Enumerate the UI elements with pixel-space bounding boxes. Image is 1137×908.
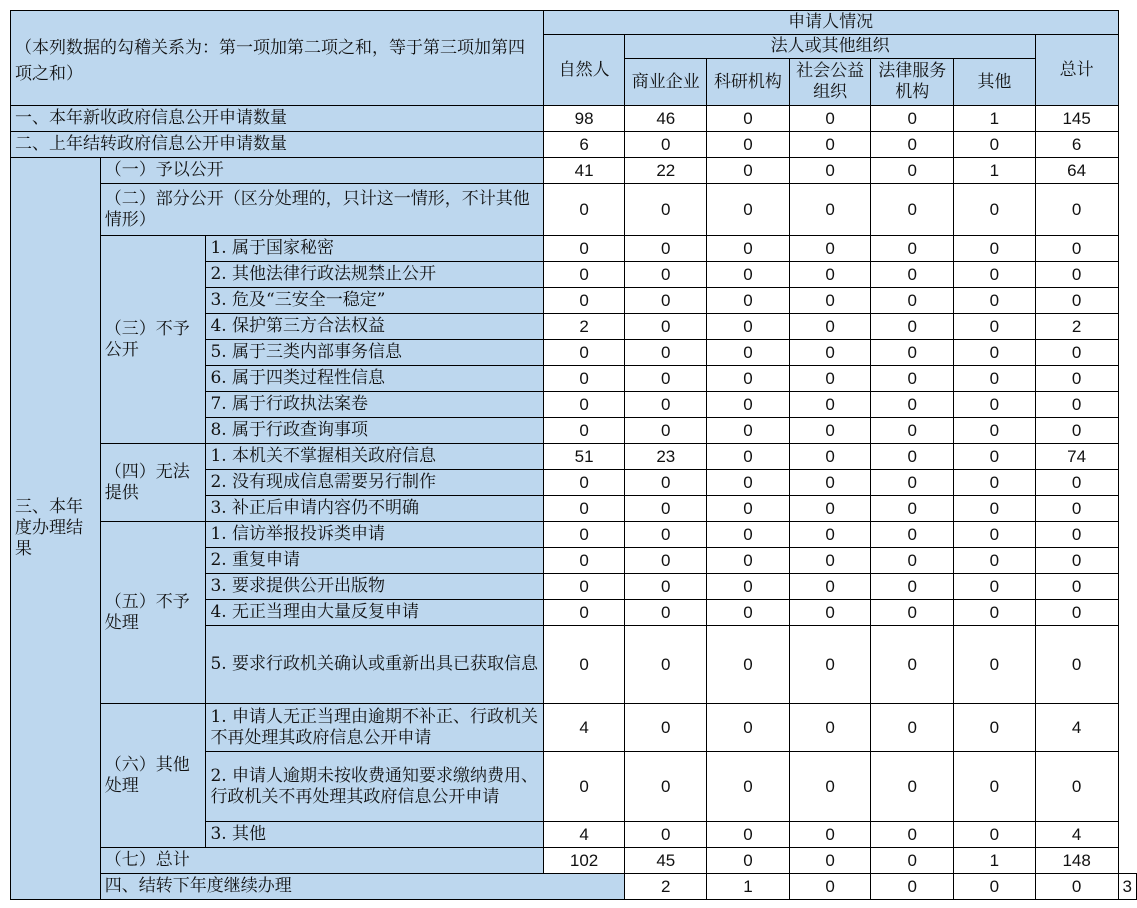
cell-other: 0 [954, 444, 1036, 470]
row-label: 1. 本机关不掌握相关政府信息 [206, 444, 543, 470]
cell-natural-person: 2 [625, 874, 707, 900]
cell-commercial: 0 [625, 822, 707, 848]
cell-research: 0 [707, 392, 790, 418]
cell-commercial: 0 [625, 626, 707, 704]
cell-legal-service: 0 [871, 340, 954, 366]
cell-legal-service: 0 [871, 600, 954, 626]
cell-public-welfare: 0 [789, 158, 871, 184]
row-label: 1. 信访举报投诉类申请 [206, 522, 543, 548]
row-label: 5. 要求行政机关确认或重新出具已获取信息 [206, 626, 543, 704]
cell-legal-service: 0 [871, 822, 954, 848]
cell-total: 0 [1035, 418, 1118, 444]
cell-total: 0 [1035, 626, 1118, 704]
cell-commercial: 0 [625, 262, 707, 288]
cell-legal-service: 0 [871, 574, 954, 600]
cell-research: 0 [707, 574, 790, 600]
cell-other: 0 [1035, 874, 1118, 900]
cell-research: 0 [707, 600, 790, 626]
row-label: 5. 属于三类内部事务信息 [206, 340, 543, 366]
header-research: 科研机构 [707, 59, 790, 106]
cell-legal-service: 0 [871, 704, 954, 752]
cell-public-welfare: 0 [789, 548, 871, 574]
cell-other: 0 [954, 340, 1036, 366]
cell-commercial: 0 [625, 314, 707, 340]
cell-research: 0 [707, 704, 790, 752]
row-label: 二、上年结转政府信息公开申请数量 [11, 132, 544, 158]
cell-research: 0 [707, 418, 790, 444]
cell-commercial: 0 [625, 574, 707, 600]
cell-commercial: 23 [625, 444, 707, 470]
cell-total: 0 [1035, 574, 1118, 600]
cell-public-welfare: 0 [789, 366, 871, 392]
row-label: 8. 属于行政查询事项 [206, 418, 543, 444]
cell-other: 0 [954, 548, 1036, 574]
cell-public-welfare: 0 [789, 848, 871, 874]
cell-research: 0 [707, 444, 790, 470]
cell-total: 0 [1035, 288, 1118, 314]
cell-total: 4 [1035, 704, 1118, 752]
cell-commercial: 0 [625, 496, 707, 522]
cell-public-welfare: 0 [789, 522, 871, 548]
cell-legal-service: 0 [871, 236, 954, 262]
header-legal-group: 法人或其他组织 [625, 35, 1035, 59]
cell-commercial: 0 [625, 704, 707, 752]
table-row [11, 132, 1137, 158]
cell-legal-service: 0 [871, 106, 954, 132]
cell-research: 0 [707, 132, 790, 158]
group-not-processed: （五）不予处理 [100, 522, 206, 704]
cell-total: 0 [1035, 392, 1118, 418]
group-other-handling: （六）其他处理 [100, 704, 206, 848]
cell-total: 0 [1035, 340, 1118, 366]
cell-natural-person: 0 [543, 288, 625, 314]
cell-research: 0 [707, 470, 790, 496]
cell-commercial: 22 [625, 158, 707, 184]
row-label: 四、结转下年度继续办理 [100, 874, 625, 900]
cell-legal-service: 0 [871, 288, 954, 314]
cell-public-welfare: 0 [789, 262, 871, 288]
cell-other: 0 [954, 704, 1036, 752]
cell-public-welfare: 0 [789, 340, 871, 366]
row-label: 2. 其他法律行政法规禁止公开 [206, 262, 543, 288]
cell-research: 0 [707, 158, 790, 184]
cell-total: 148 [1035, 848, 1118, 874]
cell-legal-service: 0 [871, 262, 954, 288]
cell-legal-service: 0 [871, 522, 954, 548]
cell-other: 0 [954, 822, 1036, 848]
cell-research: 0 [707, 496, 790, 522]
cell-public-welfare: 0 [789, 752, 871, 822]
cell-other: 0 [954, 262, 1036, 288]
cell-research: 0 [707, 752, 790, 822]
disclosure-statistics-table [10, 10, 1137, 900]
cell-natural-person: 4 [543, 704, 625, 752]
group-unable-to-provide: （四）无法提供 [100, 444, 206, 522]
table-row [11, 158, 1137, 184]
cell-legal-service: 0 [954, 874, 1036, 900]
cell-natural-person: 0 [543, 496, 625, 522]
cell-commercial: 0 [625, 470, 707, 496]
cell-natural-person: 0 [543, 752, 625, 822]
cell-other: 0 [954, 184, 1036, 236]
cell-natural-person: 0 [543, 626, 625, 704]
cell-commercial: 46 [625, 106, 707, 132]
cell-other: 0 [954, 366, 1036, 392]
row-label: 一、本年新收政府信息公开申请数量 [11, 106, 544, 132]
cell-public-welfare: 0 [789, 600, 871, 626]
cell-legal-service: 0 [871, 418, 954, 444]
cell-public-welfare: 0 [789, 444, 871, 470]
cell-total: 145 [1035, 106, 1118, 132]
cell-natural-person: 0 [543, 262, 625, 288]
row-label: 3. 补正后申请内容仍不明确 [206, 496, 543, 522]
cell-natural-person: 0 [543, 574, 625, 600]
cell-commercial: 0 [625, 600, 707, 626]
cell-total: 6 [1035, 132, 1118, 158]
cell-legal-service: 0 [871, 848, 954, 874]
cell-other: 0 [954, 288, 1036, 314]
cell-total: 0 [1035, 366, 1118, 392]
cell-public-welfare: 0 [871, 874, 954, 900]
cell-other: 0 [954, 626, 1036, 704]
cell-other: 0 [954, 392, 1036, 418]
table-row [11, 184, 1137, 236]
cell-research: 0 [707, 522, 790, 548]
cell-natural-person: 0 [543, 184, 625, 236]
cell-natural-person: 4 [543, 822, 625, 848]
cell-research: 0 [707, 626, 790, 704]
cell-legal-service: 0 [871, 366, 954, 392]
header-natural-person: 自然人 [543, 35, 625, 106]
cell-commercial: 0 [625, 522, 707, 548]
cell-public-welfare: 0 [789, 704, 871, 752]
table-row [11, 444, 1137, 470]
cell-public-welfare: 0 [789, 822, 871, 848]
cell-total: 0 [1035, 496, 1118, 522]
header-commercial: 商业企业 [625, 59, 707, 106]
cell-research: 0 [707, 288, 790, 314]
cell-total: 0 [1035, 600, 1118, 626]
cell-other: 1 [954, 158, 1036, 184]
cell-research: 0 [789, 874, 871, 900]
cell-total: 0 [1035, 184, 1118, 236]
cell-other: 0 [954, 470, 1036, 496]
cell-legal-service: 0 [871, 158, 954, 184]
table-row [11, 236, 1137, 262]
cell-legal-service: 0 [871, 132, 954, 158]
cell-natural-person: 0 [543, 340, 625, 366]
cell-public-welfare: 0 [789, 314, 871, 340]
table-row [11, 106, 1137, 132]
cell-commercial: 1 [707, 874, 790, 900]
cell-commercial: 0 [625, 340, 707, 366]
section-annual-results: 三、本年度办理结果 [11, 158, 101, 900]
cell-commercial: 0 [625, 184, 707, 236]
cell-natural-person: 0 [543, 236, 625, 262]
row-label: （二）部分公开（区分处理的，只计这一情形，不计其他情形） [100, 184, 543, 236]
cell-commercial: 0 [625, 548, 707, 574]
table-row [11, 704, 1137, 752]
cell-commercial: 0 [625, 418, 707, 444]
cell-other: 0 [954, 132, 1036, 158]
cell-other: 1 [954, 848, 1036, 874]
cell-legal-service: 0 [871, 392, 954, 418]
cell-natural-person: 98 [543, 106, 625, 132]
cell-natural-person: 0 [543, 418, 625, 444]
cell-total: 0 [1035, 548, 1118, 574]
cell-research: 0 [707, 848, 790, 874]
cell-public-welfare: 0 [789, 236, 871, 262]
cell-natural-person: 0 [543, 392, 625, 418]
cell-public-welfare: 0 [789, 470, 871, 496]
cell-other: 0 [954, 574, 1036, 600]
row-label: 3. 其他 [206, 822, 543, 848]
cell-legal-service: 0 [871, 626, 954, 704]
cell-legal-service: 0 [871, 752, 954, 822]
cell-research: 0 [707, 262, 790, 288]
row-label: 2. 没有现成信息需要另行制作 [206, 470, 543, 496]
cell-other: 0 [954, 314, 1036, 340]
cell-other: 0 [954, 496, 1036, 522]
table-row [11, 874, 1137, 900]
header-applicant-situation: 申请人情况 [543, 11, 1118, 35]
cell-other: 0 [954, 752, 1036, 822]
header-public-welfare: 社会公益组织 [789, 59, 871, 106]
row-label: 3. 要求提供公开出版物 [206, 574, 543, 600]
cell-research: 0 [707, 236, 790, 262]
cell-commercial: 0 [625, 752, 707, 822]
cell-commercial: 0 [625, 236, 707, 262]
cell-total: 2 [1035, 314, 1118, 340]
row-label: 1. 申请人无正当理由逾期不补正、行政机关不再处理其政府信息公开申请 [206, 704, 543, 752]
cell-total: 0 [1035, 470, 1118, 496]
cell-legal-service: 0 [871, 470, 954, 496]
cell-research: 0 [707, 314, 790, 340]
cell-research: 0 [707, 822, 790, 848]
cell-commercial: 0 [625, 366, 707, 392]
cell-legal-service: 0 [871, 548, 954, 574]
cell-research: 0 [707, 184, 790, 236]
row-label: 3. 危及“三安全一稳定” [206, 288, 543, 314]
cell-natural-person: 102 [543, 848, 625, 874]
cell-natural-person: 51 [543, 444, 625, 470]
row-label: 4. 保护第三方合法权益 [206, 314, 543, 340]
cell-commercial: 0 [625, 288, 707, 314]
cell-research: 0 [707, 106, 790, 132]
cell-commercial: 45 [625, 848, 707, 874]
cell-total: 0 [1035, 752, 1118, 822]
row-label: 6. 属于四类过程性信息 [206, 366, 543, 392]
header-other: 其他 [954, 59, 1036, 106]
cell-total: 4 [1035, 822, 1118, 848]
cell-commercial: 0 [625, 132, 707, 158]
cell-natural-person: 0 [543, 366, 625, 392]
cell-other: 0 [954, 522, 1036, 548]
cell-research: 0 [707, 366, 790, 392]
header-total: 总计 [1035, 35, 1118, 106]
cell-total: 64 [1035, 158, 1118, 184]
table-row [11, 848, 1137, 874]
cell-other: 0 [954, 418, 1036, 444]
cell-total: 74 [1035, 444, 1118, 470]
row-label: （一）予以公开 [100, 158, 543, 184]
cell-legal-service: 0 [871, 314, 954, 340]
cell-commercial: 0 [625, 392, 707, 418]
table-row [11, 522, 1137, 548]
cell-other: 0 [954, 236, 1036, 262]
cell-total: 3 [1118, 874, 1136, 900]
header-legal-service: 法律服务机构 [871, 59, 954, 106]
row-label: 4. 无正当理由大量反复申请 [206, 600, 543, 626]
cell-public-welfare: 0 [789, 106, 871, 132]
cell-natural-person: 0 [543, 522, 625, 548]
cell-natural-person: 0 [543, 548, 625, 574]
cell-natural-person: 2 [543, 314, 625, 340]
cell-public-welfare: 0 [789, 496, 871, 522]
cell-total: 0 [1035, 522, 1118, 548]
cell-research: 0 [707, 340, 790, 366]
cell-natural-person: 41 [543, 158, 625, 184]
row-label: 2. 重复申请 [206, 548, 543, 574]
cell-public-welfare: 0 [789, 626, 871, 704]
cell-public-welfare: 0 [789, 418, 871, 444]
cell-total: 0 [1035, 262, 1118, 288]
cell-public-welfare: 0 [789, 184, 871, 236]
cell-natural-person: 6 [543, 132, 625, 158]
cell-public-welfare: 0 [789, 574, 871, 600]
cell-other: 1 [954, 106, 1036, 132]
cell-natural-person: 0 [543, 470, 625, 496]
cell-other: 0 [954, 600, 1036, 626]
group-not-disclosed: （三）不予公开 [100, 236, 206, 444]
cell-natural-person: 0 [543, 600, 625, 626]
cell-total: 0 [1035, 236, 1118, 262]
cell-legal-service: 0 [871, 444, 954, 470]
cell-research: 0 [707, 548, 790, 574]
row-label: （七）总计 [100, 848, 543, 874]
table-note: （本列数据的勾稽关系为：第一项加第二项之和，等于第三项加第四项之和） [11, 11, 544, 106]
cell-public-welfare: 0 [789, 288, 871, 314]
cell-legal-service: 0 [871, 496, 954, 522]
row-label: 7. 属于行政执法案卷 [206, 392, 543, 418]
cell-legal-service: 0 [871, 184, 954, 236]
cell-public-welfare: 0 [789, 132, 871, 158]
row-label: 1. 属于国家秘密 [206, 236, 543, 262]
cell-public-welfare: 0 [789, 392, 871, 418]
row-label: 2. 申请人逾期未按收费通知要求缴纳费用、行政机关不再处理其政府信息公开申请 [206, 752, 543, 822]
